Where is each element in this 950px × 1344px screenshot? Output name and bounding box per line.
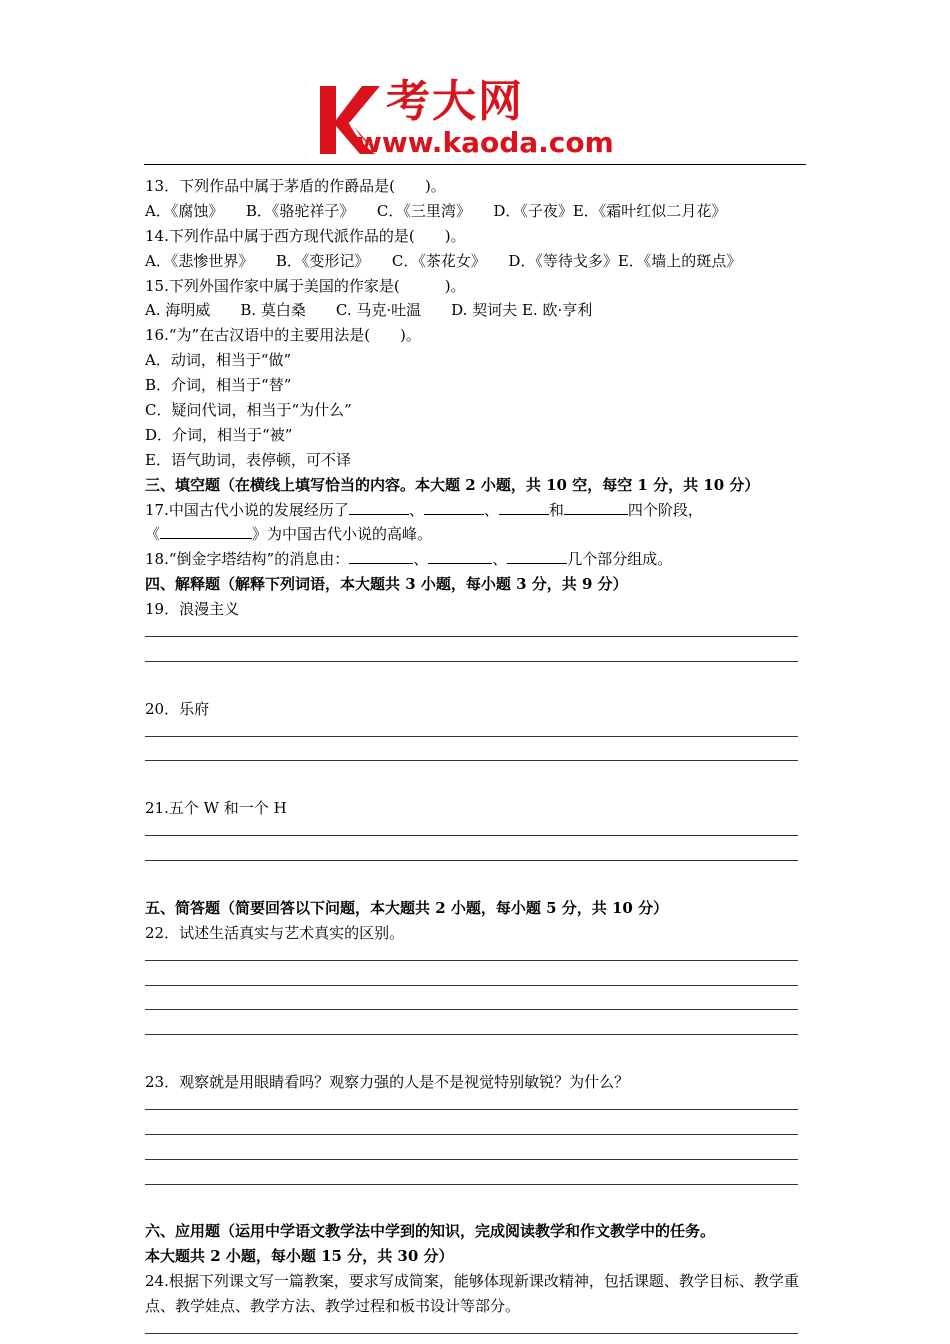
q17-blank-3[interactable] xyxy=(499,500,549,515)
q16-stem: 16.“为”在古汉语中的主要用法是( )。 xyxy=(145,326,421,345)
answer-line[interactable] xyxy=(145,746,810,771)
q18-sep-2: 、 xyxy=(492,550,508,569)
logo-url: www.kaoda.com xyxy=(356,126,614,159)
answer-line[interactable] xyxy=(145,1145,810,1170)
section4-heading: 四、解释题（解释下列词语，本大题共 3 小题，每小题 3 分，共 9 分） xyxy=(145,575,628,594)
q13-stem: 13．下列作品中属于茅盾的作爵品是( )。 xyxy=(145,177,446,195)
q19-stem: 19．浪漫主义 xyxy=(145,600,240,619)
q18-blank-3[interactable] xyxy=(507,549,567,564)
q16-option-a: A．动词，相当于“做” xyxy=(145,351,292,370)
q17-blank-5[interactable] xyxy=(160,524,252,539)
q17-sep-2: 、 xyxy=(483,500,499,519)
answer-line[interactable] xyxy=(145,1120,810,1145)
answer-line[interactable] xyxy=(145,821,810,846)
q24-stem: 24.根据下列课文写一篇教案，要求写成简案，能够体现新课改精神，包括课题、教学目标、教学重点、教学娃点、教学方法、教学过程和板书设计等部分。 xyxy=(145,1272,799,1316)
q18-blank-1[interactable] xyxy=(349,549,413,564)
q16-option-c: C．疑问代词，相当于“为什么” xyxy=(145,401,352,420)
answer-line[interactable] xyxy=(145,1095,810,1120)
q16-option-b: B．介词，相当于“替” xyxy=(145,376,292,395)
q18-blank-2[interactable] xyxy=(428,549,492,564)
q17-and: 和 xyxy=(548,500,564,519)
q21-stem: 21.五个 W 和一个 H xyxy=(145,799,287,818)
section5-heading: 五、简答题（简要回答以下问题，本大题共 2 小题，每小题 5 分，共 10 分） xyxy=(145,898,669,917)
answer-line[interactable] xyxy=(145,647,810,672)
q17-line2 xyxy=(145,522,810,547)
q17-line2-text: 》为中国古代小说的高峰。 xyxy=(252,525,433,544)
answer-line[interactable] xyxy=(145,971,810,996)
q17-line1 xyxy=(145,498,810,523)
exam-content xyxy=(145,174,810,1344)
answer-line[interactable] xyxy=(145,846,810,871)
q22-stem: 22．试述生活真实与艺术真实的区别。 xyxy=(145,923,405,942)
q20-stem: 20．乐府 xyxy=(145,699,210,718)
q17-text: 17.中国古代小说的发展经历了 xyxy=(145,500,349,519)
q18-sep-1: 、 xyxy=(413,550,429,569)
spacer xyxy=(145,1195,810,1220)
header-rule xyxy=(144,164,806,165)
q16-option-d: D．介词，相当于“被” xyxy=(145,425,293,444)
q18-text: 18.“倒金字塔结构”的消息由： xyxy=(145,550,350,569)
q17-open-bracket: 《 xyxy=(145,525,161,544)
answer-line[interactable] xyxy=(145,622,810,647)
q17-blank-4[interactable] xyxy=(564,500,628,515)
q18-text-end: 几个部分组成。 xyxy=(567,550,673,569)
q13-options: A．《腐蚀》 B．《骆驼祥子》 C．《三里湾》 D．《子夜》E．《霜叶红似二月花》 xyxy=(145,201,727,220)
q14-stem: 14.下列作品中属于西方现代派作品的是( )。 xyxy=(145,226,466,245)
answer-line[interactable] xyxy=(145,1319,810,1344)
kaoda-logo xyxy=(316,76,646,162)
q18-line xyxy=(145,547,810,572)
q15-options: A. 海明威 B. 莫白桑 C. 马克·吐温 D. 契诃夫 E. 欧·亨利 xyxy=(145,301,593,320)
section6-heading-line2: 本大题共 2 小题，每小题 15 分，共 30 分） xyxy=(145,1247,454,1266)
section3-heading: 三、填空题（在横线上填写恰当的内容。本大题 2 小题，共 10 空，每空 1 分，共 10 分） xyxy=(145,475,760,494)
spacer xyxy=(145,1045,810,1070)
answer-line[interactable] xyxy=(145,1020,810,1045)
q14-options: A．《悲惨世界》 B．《变形记》 C．《茶花女》 D．《等待戈多》E．《墙上的斑点》 xyxy=(145,251,742,270)
answer-line[interactable] xyxy=(145,946,810,971)
answer-line[interactable] xyxy=(145,995,810,1020)
q17-text-end: 四个阶段， xyxy=(627,500,703,519)
q16-option-e: E．语气助词，表停顿，可不译 xyxy=(145,450,351,469)
q17-blank-1[interactable] xyxy=(349,500,409,515)
logo-title: 考大网 xyxy=(386,76,524,127)
q23-stem: 23．观察就是用眼睛看吗？观察力强的人是不是视觉特别敏锐？为什么？ xyxy=(145,1073,630,1092)
q17-sep-1: 、 xyxy=(408,500,424,519)
spacer xyxy=(145,871,810,896)
q15-stem: 15.下列外国作家中属于美国的作家是( )。 xyxy=(145,276,466,295)
q17-blank-2[interactable] xyxy=(424,500,484,515)
spacer xyxy=(145,771,810,796)
answer-line[interactable] xyxy=(145,1170,810,1195)
section6-heading-line1: 六、应用题（运用中学语文教学法中学到的知识，完成阅读教学和作文教学中的任务。 xyxy=(145,1222,716,1241)
answer-line[interactable] xyxy=(145,722,810,747)
spacer xyxy=(145,672,810,697)
